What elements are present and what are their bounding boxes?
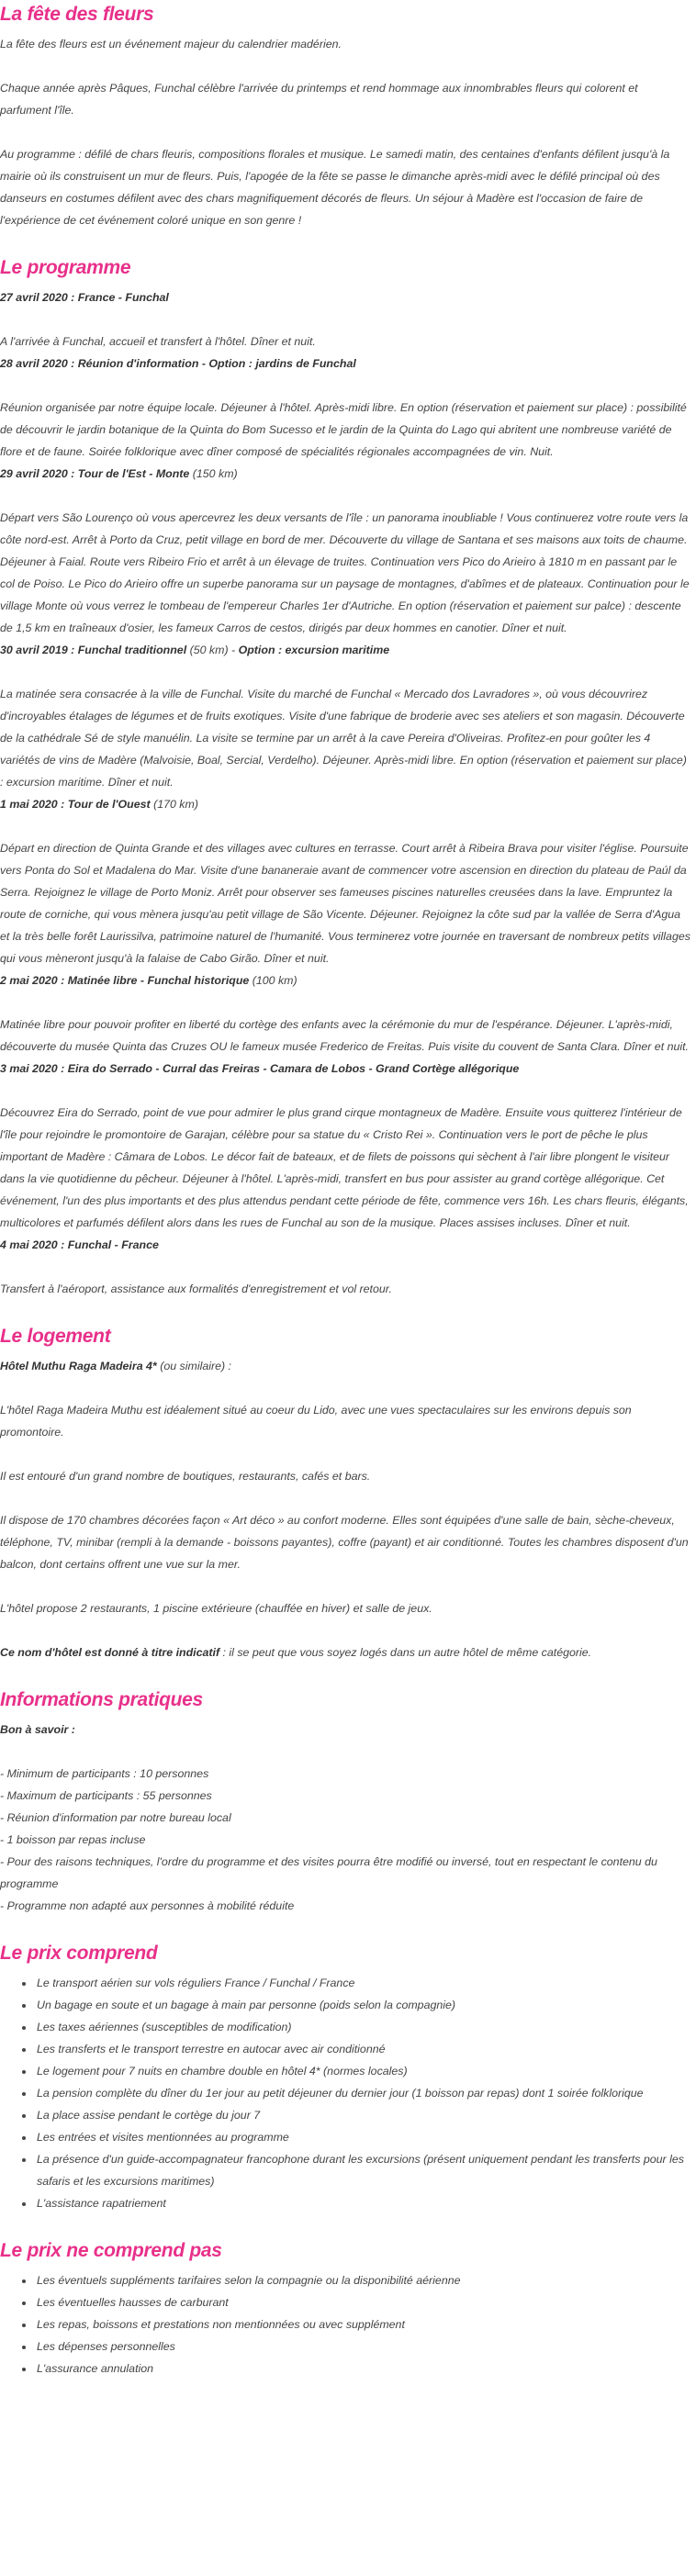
section-programme [0,255,690,1300]
logement-paragraph-2: Il est entouré d'un grand nombre de boutiques, restaurants, cafés et bars. [0,1470,371,1483]
day-2-text: Réunion organisée par notre équipe locale. Déjeuner à l'hôtel. Après-midi libre. En option (réservation et paiement sur place) : possibilité de découvrir le jardin botanique de la Quinta do Bom Sucesso et le jardin de la Quinta do Lago qui abritent une nombreuse variété de flore et de faune. Soirée folklorique avec dîner composé de spécialités régionales accompagnées de vin. Nuit. [0,401,687,458]
day-6-title: 2 mai 2020 : Matinée libre - Funchal historique (100 km) [0,974,297,987]
list-item: • La place assise pendant le cortège du jour 7 [35,2104,690,2126]
list-item: • Les taxes aériennes (susceptibles de modification) [35,2016,690,2038]
section-infos [0,1687,690,1917]
list-item: • Le logement pour 7 nuits en chambre double en hôtel 4* (normes locales) [35,2060,690,2082]
day-3-title: 29 avril 2020 : Tour de l'Est - Monte (150 km) [0,467,238,480]
list-item: • Les éventuelles hausses de carburant [35,2291,690,2313]
info-line: - 1 boisson par repas incluse [0,1833,146,1846]
logement-paragraph-4: L'hôtel propose 2 restaurants, 1 piscine extérieure (chauffée en hiver) et salle de jeux. [0,1602,432,1615]
ne-comprend-list [0,2269,690,2380]
info-line: - Pour des raisons techniques, l'ordre du programme et des visites pourra être modifié ou inversé, tout en respectant le contenu du programme [0,1855,657,1890]
info-line: - Minimum de participants : 10 personnes [0,1767,209,1780]
comprend-list [0,1972,690,2214]
page-content [0,2,696,2380]
list-item: • Les dépenses personnelles [35,2335,690,2358]
list-item: • Un bagage en soute et un bagage à main par personne (poids selon la compagnie) [35,1994,690,2016]
section-fete [0,2,690,231]
list-item: • L'assistance rapatriement [35,2192,690,2214]
heading-logement: Le logement [0,1326,111,1347]
logement-paragraph-1: L'hôtel Raga Madeira Muthu est idéalement situé au coeur du Lido, avec une vues spectaculaires sur les environs depuis son promontoire. [0,1404,632,1439]
list-item: • Le transport aérien sur vols réguliers France / Funchal / France [35,1972,690,1994]
info-line: - Programme non adapté aux personnes à mobilité réduite [0,1899,295,1912]
section-ne-comprend [0,2238,690,2380]
day-3-text: Départ vers São Lourenço où vous apercevrez les deux versants de l'île : un panorama inoubliable ! Vous continuerez votre route vers la côte nord-est. Arrêt à Porto da Cruz, petit village en bord de mer. Découverte du village de Santana et ses maisons aux toits de chaume. Déjeuner à Faial. Route vers Ribeiro Frio et arrêt à un élevage de truites. Continuation vers Pico do Arieiro à 1810 m en passant par le col de Poiso. Le Pico do Arieiro offre un superbe panorama sur un paysage de montagnes, d'abîmes et de plateaux. Continuation pour le village Monte où vous verrez le tombeau de l'empereur Charles 1er d'Autriche. En option (réservation et paiement sur palce) : descente de 1,5 km en traîneaux d'osier, les fameux Carros de cestos, dirigés par deux hommes en canotier. Dîner et nuit. [0,511,690,634]
heading-programme: Le programme [0,257,131,278]
day-4-title: 30 avril 2019 : Funchal traditionnel (50 km) - Option : excursion maritime [0,644,390,656]
heading-ne-comprend: Le prix ne comprend pas [0,2240,222,2261]
info-line: - Maximum de participants : 55 personnes [0,1789,212,1802]
heading-fete: La fête des fleurs [0,4,154,25]
logement-note: Ce nom d'hôtel est donné à titre indicatif : il se peut que vous soyez logés dans un autre hôtel de même catégorie. [0,1646,592,1659]
list-item: • L'assurance annulation [35,2358,690,2380]
heading-comprend: Le prix comprend [0,1943,158,1964]
day-5-text: Départ en direction de Quinta Grande et des villages avec cultures en terrasse. Court arrêt à Ribeira Brava pour visiter l'église. Poursuite vers Ponta do Sol et Madalena do Mar. Visite d'une bananeraie avant de commencer votre ascension en direction du plateau de Paúl da Serra. Rejoignez le village de Porto Moniz. Arrêt pour observer ses fameuses piscines naturelles creusées dans la lave. Empruntez la route de corniche, qui vous mènera jusqu'au petit village de São Vicente. Déjeuner. Rejoignez la côte sud par la vallée de Serra d'Agua et la très belle forêt Laurissilva, patrimoine naturel de l'humanité. Vous terminerez votre journée en traversant de nombreux petits villages qui vous mèneront jusqu'à la falaise de Cabo Girão. Dîner et nuit. [0,842,690,965]
list-item: • Les repas, boissons et prestations non mentionnées ou avec supplément [35,2313,690,2335]
heading-infos: Informations pratiques [0,1689,203,1710]
day-8-text: Transfert à l'aéroport, assistance aux formalités d'enregistrement et vol retour. [0,1282,392,1295]
list-item: • La présence d'un guide-accompagnateur francophone durant les excursions (présent uniquement pendant les transferts pour les safaris et les excursions maritimes) [35,2148,690,2192]
fete-intro: La fête des fleurs est un événement majeur du calendrier madérien. [0,38,342,50]
day-6-text: Matinée libre pour pouvoir profiter en liberté du cortège des enfants avec la cérémonie du mur de l'espérance. Déjeuner. L'après-midi, découverte du musée Quinta das Cruzes OU le fameux musée Frederico de Freitas. Puis visite du couvent de Santa Clara. Dîner et nuit. [0,1018,690,1053]
logement-paragraph-3: Il dispose de 170 chambres décorées façon « Art déco » au confort moderne. Elles sont équipées d'une salle de bain, sèche-cheveux, téléphone, TV, minibar (rempli à la demande - boissons payantes), coffre (payant) et air conditionné. Toutes les chambres disposent d'un balcon, dont certains offrent une vue sur la mer. [0,1514,689,1571]
day-2-title: 28 avril 2020 : Réunion d'information - Option : jardins de Funchal [0,357,356,370]
fete-paragraph-3: Au programme : défilé de chars fleuris, compositions florales et musique. Le samedi matin, des centaines d'enfants défilent jusqu'à la mairie où ils construisent un mur de fleurs. Puis, l'apogée de la fête se passe le dimanche après-midi avec le défilé principal où des danseurs en costumes défilent avec des chars magnifiquement décorés de fleurs. Un séjour à Madère est l'occasion de faire de l'expérience de cet événement coloré unique en son genre ! [0,148,670,227]
list-item: • La pension complète du dîner du 1er jour au petit déjeuner du dernier jour (1 boisson par repas) dont 1 soirée folklorique [35,2082,690,2104]
list-item: • Les éventuels suppléments tarifaires selon la compagnie ou la disponibilité aérienne [35,2269,690,2291]
section-logement [0,1324,690,1663]
list-item: • Les entrées et visites mentionnées au programme [35,2126,690,2148]
section-comprend [0,1941,690,2214]
day-1-text: A l'arrivée à Funchal, accueil et transfert à l'hôtel. Dîner et nuit. [0,335,316,348]
day-7-title: 3 mai 2020 : Eira do Serrado - Curral das Freiras - Camara de Lobos - Grand Cortège allégorique [0,1062,520,1075]
day-7-text: Découvrez Eira do Serrado, point de vue pour admirer le plus grand cirque montagneux de Madère. Ensuite vous quitterez l'intérieur de l'île pour rejoindre le promontoire de Garajan, célèbre pour sa statue du « Cristo Rei ». Continuation vers le port de pêche le plus important de Madère : Câmara de Lobos. Le décor fait de bateaux, et de filets de poissons qui sèchent à l'air libre plongent le visiteur dans la vie quotidienne du pêcheur. Déjeuner à l'hôtel. L'après-midi, transfert en bus pour assister au grand cortège allégorique. Cet événement, l'un des plus importants et des plus attendus pendant cette période de fête, commence vers 16h. Les chars fleuris, élégants, multicolores et parfumés défilent alors dans les rues de Funchal au son de la musique. Places assises incluses. Dîner et nuit. [0,1106,689,1229]
day-8-title: 4 mai 2020 : Funchal - France [0,1238,159,1251]
day-5-title: 1 mai 2020 : Tour de l'Ouest (170 km) [0,798,198,811]
fete-paragraph-2: Chaque année après Pâques, Funchal célèbre l'arrivée du printemps et rend hommage aux innombrables fleurs qui colorent et parfument l'île. [0,82,638,117]
list-item: • Les transferts et le transport terrestre en autocar avec air conditionné [35,2038,690,2060]
hotel-name: Hôtel Muthu Raga Madeira 4* (ou similaire) : [0,1360,231,1372]
day-4-text: La matinée sera consacrée à la ville de Funchal. Visite du marché de Funchal « Mercado dos Lavradores », où vous découvrirez d'incroyables étalages de légumes et de fruits exotiques. Visite d'une fabrique de broderie avec ses ateliers et son magasin. Découverte de la cathédrale Sé de style manuélin. La visite se termine par un arrêt à la cave Pereira d'Oliveiras. Profitez-en pour goûter les 4 variétés de vins de Madère (Malvoisie, Boal, Sercial, Verdelho). Déjeuner. Après-midi libre. En option (réservation et paiement sur place) : excursion maritime. Dîner et nuit. [0,688,687,789]
info-line: - Réunion d'information par notre bureau local [0,1811,231,1824]
day-1-title: 27 avril 2020 : France - Funchal [0,291,169,304]
bon-a-savoir: Bon à savoir : [0,1723,75,1736]
